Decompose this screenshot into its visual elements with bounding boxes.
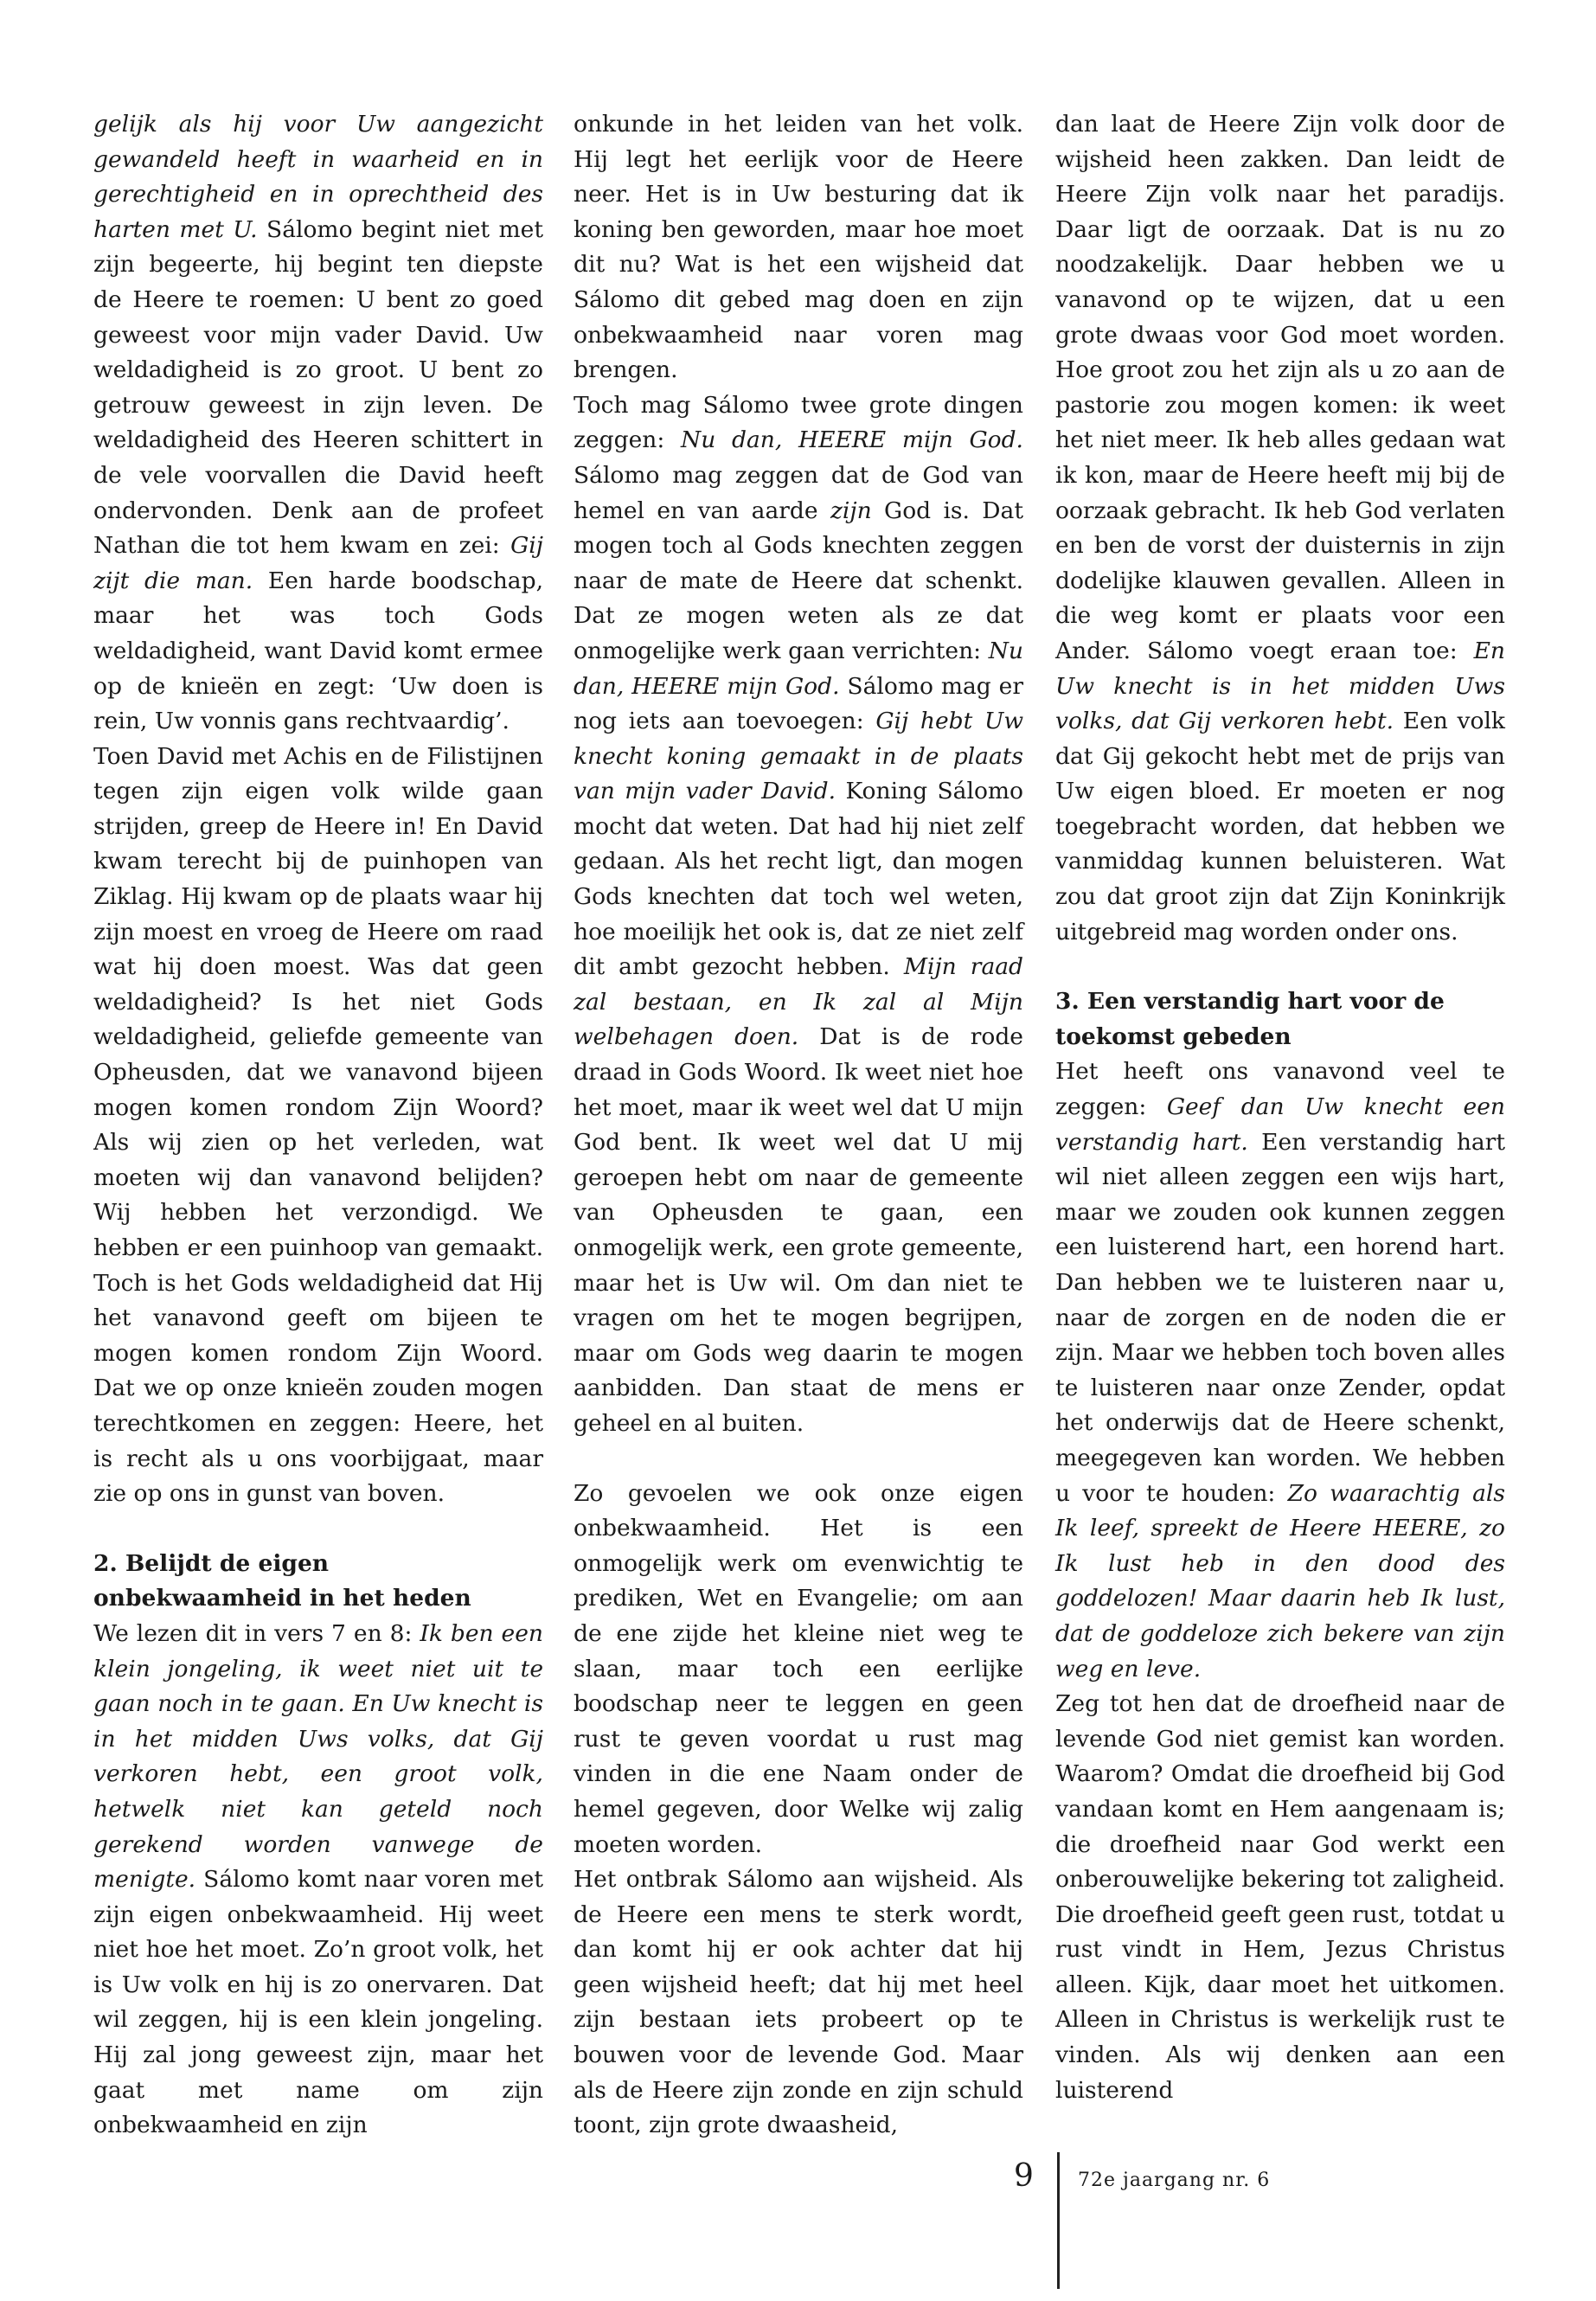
quote-text: gelijk als hij voor Uw aangezicht gewandeld heeft in waarheid en in gerechtigheid en in oprechtheid des harten met U. — [93, 111, 543, 243]
quote-text: Ik ben een klein jongeling, ik weet niet uit te gaan noch in te gaan. En Uw knecht is in het midden Uws volks, dat Gij verkoren hebt, een groot volk, hetwelk niet kan geteld noch gerekend worden vanwege de menigte. — [93, 1619, 543, 1894]
quote-text: zijn — [830, 497, 872, 524]
paragraph: Het ontbrak Sálomo aan wijsheid. Als de Heere een mens te sterk wordt, dan komt hij er ook achter dat hij geen wijsheid heeft; dat hij met heel zijn bestaan iets probeert op te bouwen voor de levende God. Maar als de Heere zijn zonde en zijn schuld toont, zijn grote dwaasheid, — [574, 1866, 1023, 2139]
paragraph: Toch mag Sálomo twee grote dingen zeggen: Nu dan, HEERE mijn God. Sálomo mag zeggen dat de God van hemel en van aarde zijn God is. Dat mogen toch al Gods knechten zeggen naar de mate de Heere dat schenkt. Dat ze mogen weten als ze dat onmogelijke werk gaan verrichten: Nu dan, HEERE mijn God. Sálomo mag er nog iets aan toevoegen: Gij hebt Uw knecht koning gemaakt in de plaats van mijn vader David. Koning Sálomo mocht dat weten. Dat had hij niet zelf gedaan. Als het recht ligt, dan mogen Gods knechten dat toch wel weten, hoe moeilijk het ook is, dat ze niet zelf dit ambt gezocht hebben. Mijn raad zal bestaan, en Ik zal al Mijn welbehagen doen. Dat is de rode draad in Gods Woord. Ik weet niet hoe het moet, maar ik weet wel dat U mijn God bent. Ik weet wel dat U mij geroepen hebt om naar de gemeente van Opheusden te gaan, een onmogelijk werk, een grote gemeente, maar het is Uw wil. Om dan niet te vragen om het te mogen begrijpen, maar om Gods weg daarin te mogen aanbidden. Dan staat de mens er geheel en al buiten. — [574, 391, 1024, 1437]
section-heading: 3. Een verstandig hart voor de toekomst gebeden — [1055, 988, 1445, 1050]
paragraph: Het heeft ons vanavond veel te zeggen: Geef dan Uw knecht een verstandig hart. Een verstandig hart wil niet alleen zeggen een wijs hart, maar we zouden ook kunnen zeggen een luisterend hart, een horend hart. Dan hebben we te luisteren naar u, naar de zorgen en de noden die er zijn. Maar we hebben toch boven alles te luisteren naar onze Zender, opdat het onderwijs dat de Heere schenkt, meegegeven kan worden. We hebben u voor te houden: Zo waarachtig als Ik leef, spreekt de Heere HEERE, zo Ik lust heb in den dood des goddelozen! Maar daarin heb Ik lust, dat de goddeloze zich bekere van zijn weg en leve. — [1055, 1058, 1505, 1682]
paragraph: Toen David met Achis en de Filistijnen tegen zijn eigen volk wilde gaan strijden, greep de Heere in! En David kwam terecht bij de puinhopen van Ziklag. Hij kwam op de plaats waar hij zijn moest en vroeg de Heere om raad wat hij doen moest. Was dat geen weldadigheid? Is het niet Gods weldadigheid, geliefde gemeente van Opheusden, dat we vanavond bijeen mogen komen rondom Zijn Woord? Als wij zien op het verleden, wat moeten wij dan vanavond belijden? Wij hebben het verzondigd. We hebben er een puinhoop van gemaakt. Toch is het Gods weldadigheid dat Hij het vanavond geeft om bijeen te mogen komen rondom Zijn Woord. Dat we op onze knieën zouden mogen terechtkomen en zeggen: Heere, het is recht als u ons voorbijgaat, maar zie op ons in gunst van boven. — [93, 742, 543, 1508]
quote-text: Nu dan, HEERE mijn God. — [574, 637, 1023, 700]
quote-text: Mijn raad zal bestaan, en Ik zal al Mijn welbehagen doen. — [574, 953, 1024, 1051]
quote-text: Geef dan Uw knecht een verstandig hart. — [1055, 1093, 1505, 1156]
paragraph: We lezen dit in vers 7 en 8: Ik ben een klein jongeling, ik weet niet uit te gaan noch in te gaan. En Uw knecht is in het midden Uws volks, dat Gij verkoren hebt, een groot volk, hetwelk niet kan geteld noch gerekend worden vanwege de menigte. Sálomo komt naar voren met zijn eigen onbekwaamheid. Hij weet niet hoe het moet. Zo’n groot volk, het is Uw volk en hij is zo onervaren. Dat wil zeggen, hij is een klein jongeling. Hij zal jong geweest zijn, maar het gaat met name om zijn onbekwaamheid en zijn — [93, 1619, 543, 2139]
paragraph: dan laat de Heere Zijn volk door de wijsheid heen zakken. Dan leidt de Heere Zijn volk naar het paradijs. Daar ligt de oorzaak. Dat is nu zo noodzakelijk. Daar hebben we u vanavond op te wijzen, dat u een grote dwaas voor God moet worden. Hoe groot zou het zijn als u zo aan de pastorie zou mogen komen: ik weet het niet meer. Ik heb alles gedaan wat ik kon, maar de Heere heeft mij bij de oorzaak gebracht. Ik heb God verlaten en ben de vorst der duisternis in zijn dodelijke klauwen gevallen. Alleen in die weg komt er plaats voor een Ander. Sálomo voegt eraan toe: En Uw knecht is in het midden Uws volks, dat Gij verkoren hebt. Een volk dat Gij gekocht hebt met de prijs van Uw eigen bloed. Er moeten er nog toegebracht worden, dat hebben we vanmiddag kunnen beluisteren. Wat zou dat groot zijn dat Zijn Koninkrijk uitgebreid mag worden onder ons. — [1055, 111, 1505, 945]
article-column-3 — [1055, 107, 1505, 2108]
paragraph: Zo gevoelen we ook onze eigen onbekwaamheid. Het is een onmogelijk werk om evenwichtig te prediken, Wet en Evangelie; om aan de ene zijde het kleine niet weg te slaan, maar toch een eerlijke boodschap neer te leggen en geen rust te geven voordat u rust mag vinden in die ene Naam onder de hemel gegeven, door Welke wij zalig moeten worden. — [574, 1479, 1023, 1858]
issue-label: 72e jaargang nr. 6 — [1078, 2170, 1271, 2191]
article-column-1 — [93, 107, 543, 2144]
paragraph: Zeg tot hen dat de droefheid naar de levende God niet gemist kan worden. Waarom? Omdat die droefheid bij God vandaan komt en Hem aangenaam is; die droefheid naar God werkt een onberouwelijke bekering tot zaligheid. Die droefheid geeft geen rust, totdat u rust vindt in Hem, Jezus Christus alleen. Kijk, daar moet het uitkomen. Alleen in Christus is werkelijk rust te vinden. Als wij denken aan een luisterend — [1055, 1690, 1505, 2104]
quote-text: Nu dan, HEERE mijn God. — [681, 426, 1023, 454]
quote-text: Zo waarachtig als Ik leef, spreekt de Heere HEERE, zo Ik lust heb in den dood des goddelozen! Maar daarin heb Ik lust, dat de goddeloze zich bekere van zijn weg en leve. — [1055, 1479, 1505, 1682]
page-number: 9 — [1014, 2158, 1034, 2194]
quote-text: En Uw knecht is in het midden Uws volks, dat Gij verkoren hebt. — [1055, 637, 1505, 735]
section-heading: 2. Belijdt de eigen onbekwaamheid in het heden — [93, 1549, 471, 1612]
footer-divider — [1057, 2152, 1060, 2289]
article-column-2 — [574, 107, 1023, 2144]
quote-text: Gij zijt die man. — [93, 532, 543, 594]
quote-text: Gij hebt Uw knecht koning gemaakt in de plaats van mijn vader David. — [574, 708, 1023, 805]
paragraph: onkunde in het leiden van het volk. Hij legt het eerlijk voor de Heere neer. Het is in Uw besturing dat ik koning ben geworden, maar hoe moet dit nu? Wat is het een wijsheid dat Sálomo dit gebed mag doen en zijn onbekwaamheid naar voren mag brengen. — [574, 111, 1023, 384]
paragraph: gelijk als hij voor Uw aangezicht gewandeld heeft in waarheid en in gerechtigheid en in oprechtheid des harten met U. Sálomo begint niet met zijn begeerte, hij begint ten diepste de Heere te roemen: U bent zo goed geweest voor mijn vader David. Uw weldadigheid is zo groot. U bent zo getrouw geweest in zijn leven. De weldadigheid des Heeren schittert in de vele voorvallen die David heeft ondervonden. Denk aan de profeet Nathan die tot hem kwam en zei: Gij zijt die man. Een harde boodschap, maar het was toch Gods weldadigheid, want David komt ermee op de knieën en zegt: ‘Uw doen is rein, Uw vonnis gans rechtvaardig’. — [93, 111, 543, 735]
